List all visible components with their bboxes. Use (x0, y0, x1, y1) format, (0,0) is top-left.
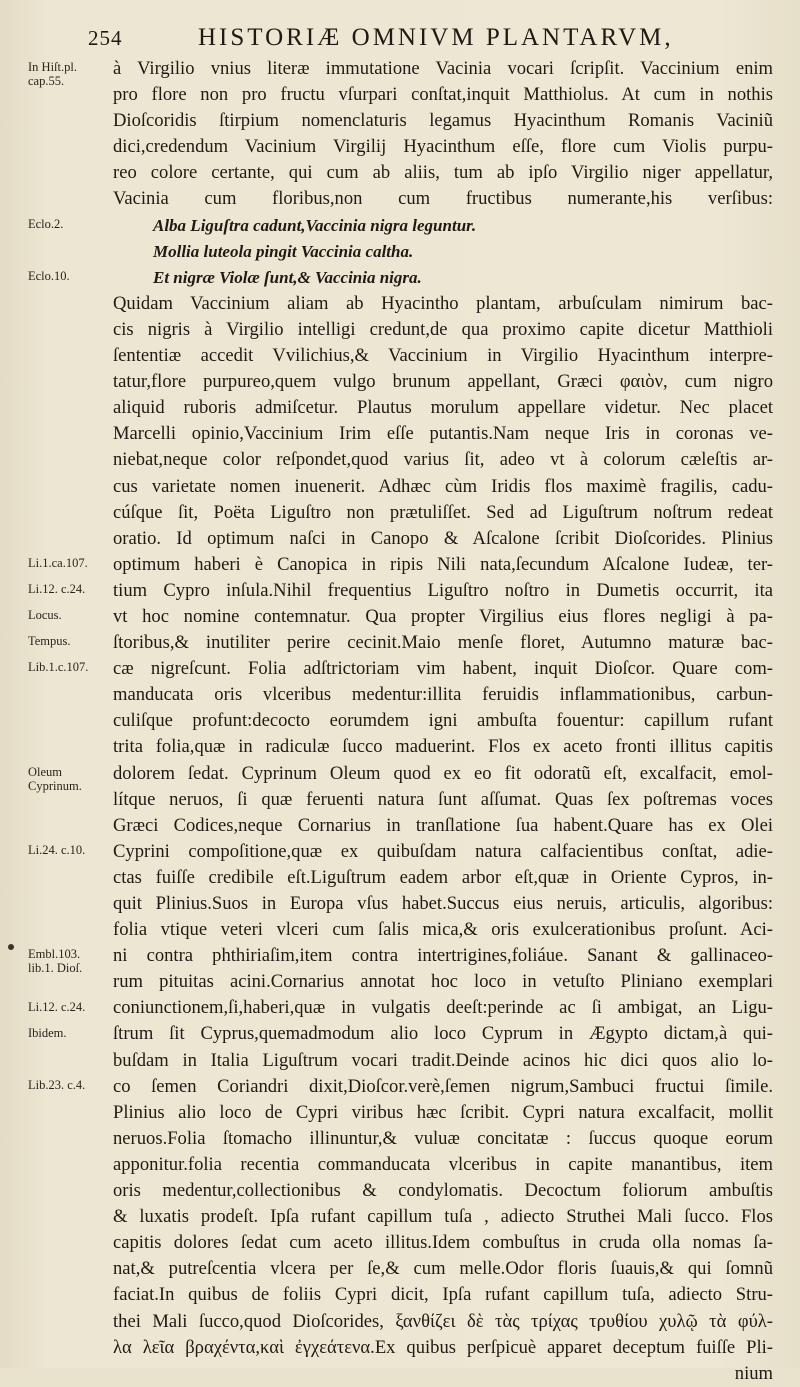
margin-note: Embl.103. lib.1. Dioſ. (28, 947, 83, 976)
text-line: apponitur.folia recentia commanducata vlceribus in capite manantibus, item (113, 1153, 773, 1175)
margin-note: Li.1.ca.107. (28, 555, 88, 570)
text-line: & luxatis prodeſt. Ipſa rufant capillum tuſa , adiecto Struthei Mali ſucco. Flos (113, 1206, 773, 1228)
text-line: ſtoribus,& inutiliter perire cecinit.Maio menſe floret, Autumno maturæ bac- (113, 632, 773, 654)
text-line: rum pituitas acini.Cornarius annotat hoc loco in vetuſto Pliniano exemplari (113, 971, 773, 993)
margin-note: Eclo.10. (28, 268, 70, 283)
text-line: reo colore certante, qui cum ab aliis, tum ab ipſo Virgilio niger appellatur, (113, 162, 773, 184)
text-line: Dioſcoridis ſtirpium nomenclaturis legamus Hyacinthum Romanis Vaciniũ (113, 110, 773, 132)
page-number: 254 (88, 26, 123, 50)
text-line: nium (734, 1362, 773, 1384)
text-line: nat,& putreſcentia vlcera per ſe,& cum melle.Odor floris ſuauis,& qui ſomnũ (113, 1258, 773, 1280)
text-line: pro flore non pro fructu vſurpari conſtat,inquit Matthiolus. At cum in nothis (113, 84, 773, 106)
margin-note: Lib.1.c.107. (28, 660, 89, 675)
margin-note: Tempus. (28, 634, 71, 649)
page-header (88, 20, 778, 54)
text-line: λα λεῖα βραχέντα,καὶ ἐγχεάτενα.Ex quibus perſpicuè apparet deceptum fuiſſe Pli- (113, 1336, 773, 1358)
text-line: lítque neruos, ſi quæ feruenti natura ſunt aſſumat. Quas ſex poſtremas voces (113, 788, 773, 810)
margin-note: In Hiſt.pl. cap.55. (28, 60, 77, 88)
text-line: tatur,flore purpureo,quem vulgo brunum appellant, Græci φαιὸν, cum nigro (113, 371, 773, 393)
text-line: Marcelli opinio,Vaccinium Irim eſſe putantis.Nam neque Iris in coronas ve- (113, 423, 773, 445)
text-line: cus varietate nomen inuenerit. Adhæc cùm Iridis flos maximè fragilis, cadu- (113, 475, 773, 497)
margin-note: Oleum Cyprinum. (28, 764, 82, 793)
text-line: faciat.In quibus de foliis Cypri dicit, Ipſa rufant capillum tuſa, adiecto Stru- (113, 1284, 773, 1306)
text-line: folia vtique veteri vlceri cum ſalis mica,& oris exulcerationibus proſunt. Aci- (113, 919, 773, 941)
text-line: co ſemen Coriandri dixit,Dioſcor.verè,ſemen nigrum,Sambuci fructui ſimile. (113, 1075, 773, 1097)
text-line: Cyprini compoſitione,quæ ex quibuſdam natura calfacientibus conſtat, adie- (113, 840, 773, 862)
running-title: HISTORIÆ OMNIVM PLANTARVM, (198, 24, 674, 51)
margin-note: Lib.23. c.4. (28, 1077, 86, 1092)
text-line: thei Mali ſucco,quod Dioſcorides, ξανθίζει δὲ τὰς τρίχας τρυθίου χυλῷ τὰ φύλ- (113, 1310, 773, 1332)
text-line: cis nigris à Virgilio intelligi credunt,de qua proximo capite dicetur Matthioli (113, 318, 773, 340)
text-line: dolorem ſedat. Cyprinum Oleum quod ex eo fit odoratũ eſt, excalfacit, emol- (113, 762, 773, 784)
text-line: ctas fuiſſe credibile eſt.Liguſtrum eadem arbor eſt,quæ in Oriente Cypros, in- (113, 866, 773, 888)
text-line: dici,credendum Vacinium Virgilij Hyacinthum eſſe, flore cum Violis purpu- (113, 136, 773, 158)
text-line: cæ nigreſcunt. Folia adſtrictoriam vim habent, inquit Dioſcor. Quare com- (113, 658, 773, 680)
text-line: Quidam Vaccinium aliam ab Hyacintho plantam, arbuſculam nimirum bac- (113, 292, 773, 314)
text-line: oratio. Id optimum naſci in Canopo & Aſcalone ſcribit Dioſcorides. Plinius (113, 527, 773, 549)
text-line: ni contra phthiriaſim,item contra intertrigines,foliáue. Sanant & gallinaceo- (113, 945, 773, 967)
text-line: ſententiæ accedit Vvilichius,& Vaccinium in Virgilio Hyacinthum interpre- (113, 345, 773, 367)
text-line: cúſque ſit, Poëta Liguſtro non prætuliſſet. Sed ad Liguſtrum noſtrum redeat (113, 501, 773, 523)
text-line: capitis dolores ſedat cum aceto illitus.Idem combuſtus in cruda olla nomas ſa- (113, 1232, 773, 1254)
ink-spot (8, 944, 14, 950)
text-line: Mollia luteola pingit Vaccinia caltha. (153, 241, 414, 261)
text-line: manducata oris vlceribus medentur:illita feruidis inflammationibus, carbun- (113, 684, 773, 706)
text-line: Græci Codices,neque Cornarius in tranſlatione ſua habent.Quare has ex Olei (113, 814, 773, 836)
text-line: neruos.Folia ſtomacho illinuntur,& vuluæ concitatæ : ſuccus quoque eorum (113, 1127, 773, 1149)
margin-note: Li.12. c.24. (28, 582, 86, 596)
text-line: trita folia,quæ in radiculæ ſucco maduerint. Flos ex aceto fronti illitus capitis (113, 736, 773, 758)
text-line: Alba Liguſtra cadunt,Vaccinia nigra leguntur. (153, 215, 477, 235)
text-line: aliquid ruboris admiſcetur. Plautus morulum appellare videtur. Nec placet (113, 397, 773, 419)
text-line: tium Cypro inſula.Nihil frequentius Liguſtro noſtro in Dumetis occurrit, ita (113, 579, 773, 601)
margin-note: Li.12. c.24. (28, 999, 86, 1014)
text-line: optimum haberi è Canopica in ripis Nili nata,ſecundum Aſcalone Iudeæ, ter- (113, 553, 773, 575)
text-line: ſtrum ſit Cyprus,quemadmodum alio loco Cyprum in Ægypto dictam,à qui- (113, 1023, 773, 1045)
text-line: Vacinia cum floribus,non cum fructibus numerante,his verſibus: (113, 188, 773, 210)
text-line: quit Plinius.Suos in Europa vſus habet.Succus eius neruis, articulis, algoribus: (113, 893, 773, 914)
text-line: niebat,neque color reſpondet,quod varius ſit, adeo vt à colorum cæleſtis ar- (113, 449, 773, 471)
text-line: vt hoc nomine contemnatur. Qua propter Virgilius eius flores negligi à pa- (113, 605, 773, 627)
margin-note: Locus. (28, 608, 62, 623)
body-text (113, 56, 773, 1387)
text-line: Et nigræ Violæ ſunt,& Vaccinia nigra. (153, 267, 422, 287)
margin-note: Eclo.2. (28, 216, 64, 231)
text-line: culiſque profunt:decocto eorumdem igni ambuſta fouentur: capillum rufant (113, 710, 773, 732)
margin-note: Ibidem. (28, 1025, 67, 1040)
text-line: buſdam in Italia Liguſtrum vocari tradit.Deinde acinos hic dici quos alio lo- (113, 1049, 773, 1071)
text-line: oris medentur,collectionibus & condylomatis. Decoctum foliorum ambuſtis (113, 1180, 773, 1202)
margin-note: Li.24. c.10. (28, 843, 86, 857)
text-line: coniunctionem,ſi,haberi,quæ in vulgatis deeſt:perinde ac ſi ambigat, an Ligu- (113, 997, 773, 1019)
text-line: Plinius alio loco de Cypri viribus hæc ſcribit. Cypri natura excalfacit, mollit (113, 1101, 773, 1123)
text-line: à Virgilio vnius literæ immutatione Vacinia vocari ſcripſit. Vaccinium enim (113, 58, 773, 79)
